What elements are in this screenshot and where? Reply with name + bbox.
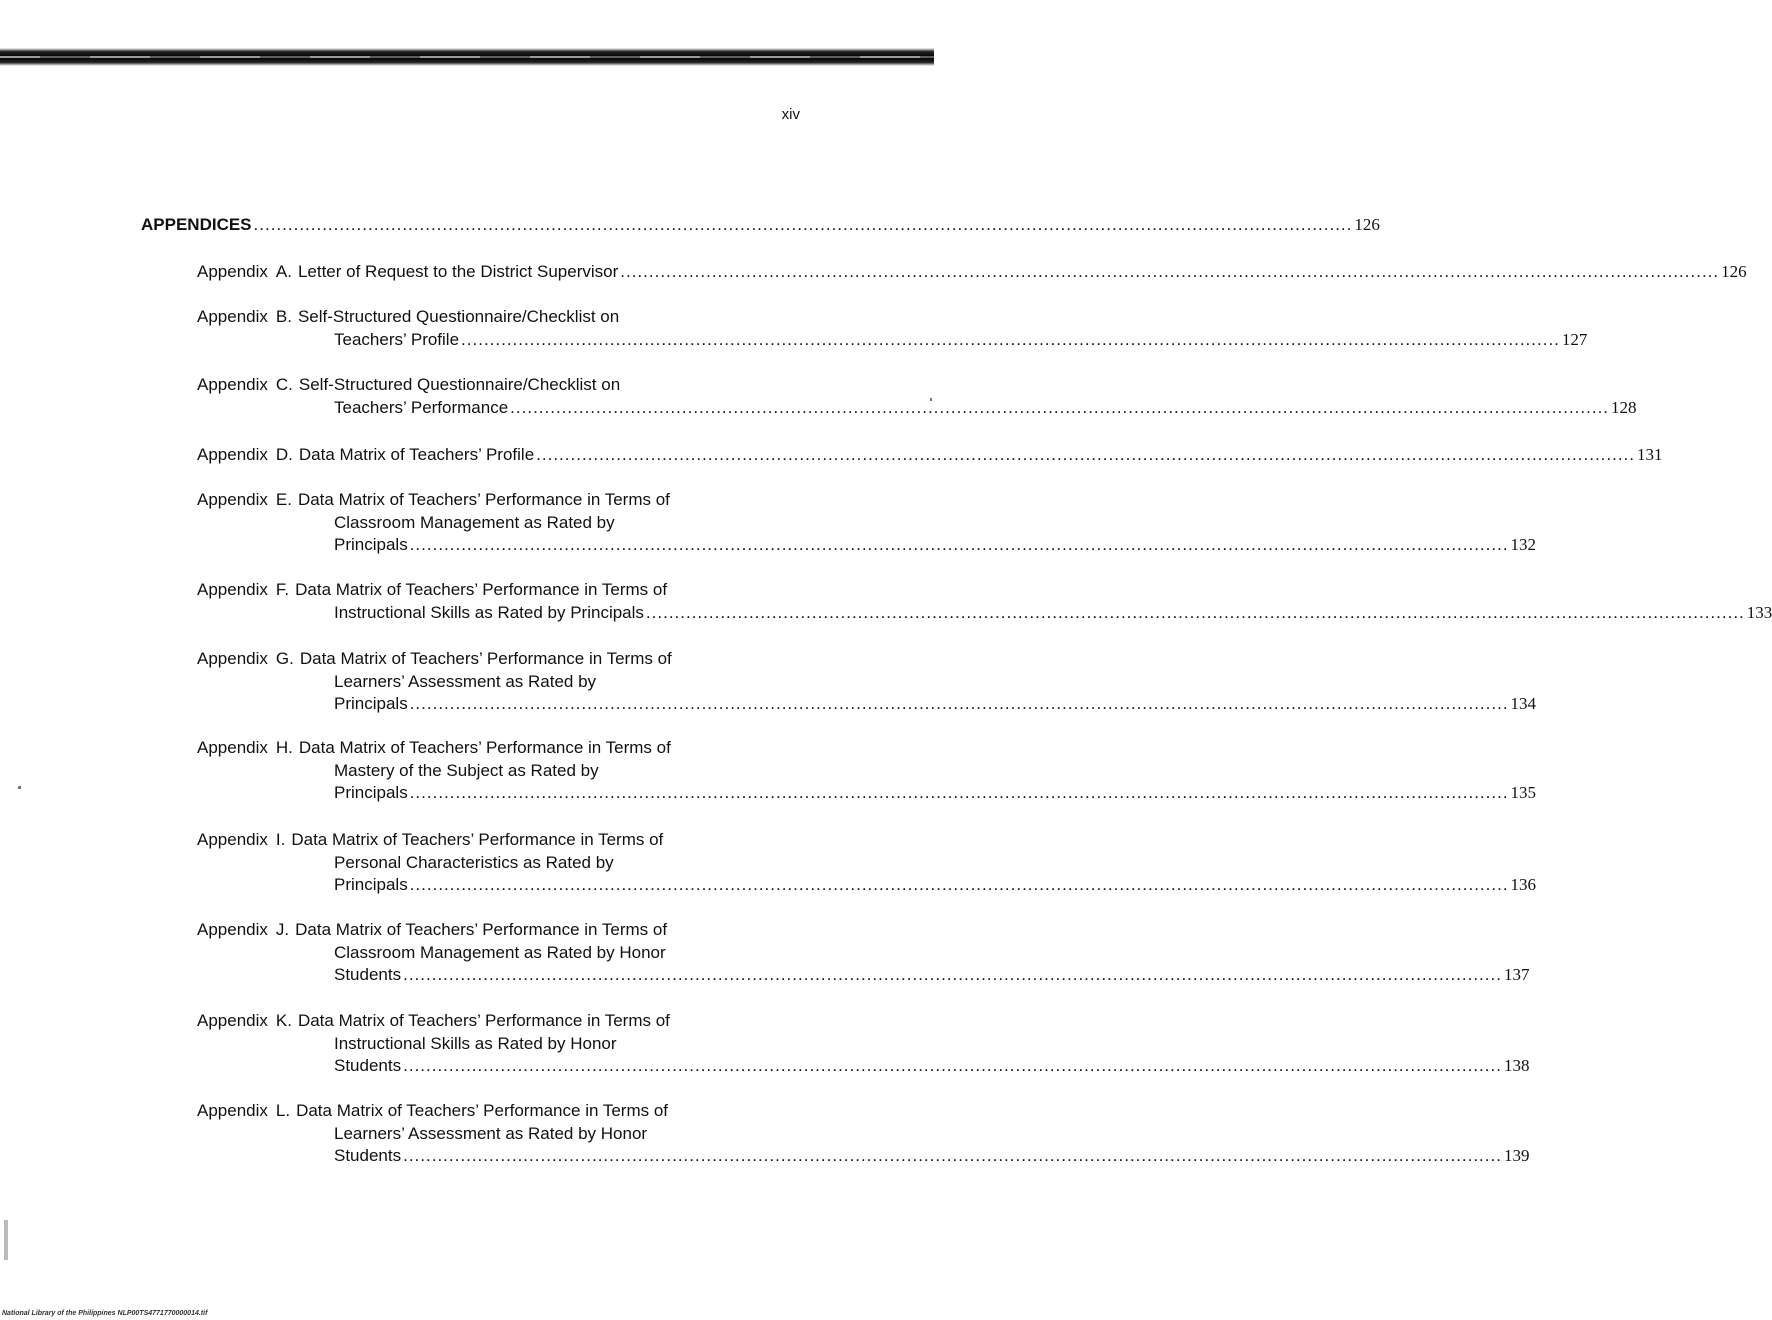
- appendix-title-line: Instructional Skills as Rated by Honor: [334, 1033, 617, 1053]
- scan-speck: [18, 786, 21, 789]
- appendix-entry: [197, 306, 1588, 351]
- appendix-prefix: Appendix: [197, 580, 268, 599]
- appendix-letter: C.: [275, 375, 293, 394]
- appendix-title-line: Self-Structured Questionnaire/Checklist on: [297, 307, 620, 326]
- appendix-entry: [197, 919, 1530, 987]
- appendix-letter: F.: [275, 580, 290, 599]
- leader-dots: [410, 874, 1509, 897]
- leader-dots: [410, 534, 1509, 557]
- toc-heading-label: APPENDICES: [141, 215, 252, 234]
- leader-dots: [410, 693, 1509, 716]
- appendix-letter: K.: [275, 1011, 292, 1030]
- appendix-letter: I.: [275, 830, 286, 849]
- leader-dots: [254, 214, 1353, 236]
- appendix-title-last-line: Principals: [334, 875, 408, 894]
- appendix-title-last-line: Letter of Request to the District Supervisor: [297, 262, 619, 281]
- appendix-letter: B.: [275, 307, 292, 326]
- appendix-title-last-line: Principals: [334, 783, 408, 802]
- leader-dots: [646, 602, 1745, 625]
- leader-dots: [620, 261, 1719, 284]
- appendix-title-line: Data Matrix of Teachers’ Performance in Terms of: [295, 920, 668, 939]
- appendix-title-line: Data Matrix of Teachers’ Performance in Terms of: [291, 830, 664, 849]
- appendix-title-line: Data Matrix of Teachers’ Performance in Terms of: [296, 1101, 669, 1120]
- appendix-entry: [197, 648, 1537, 716]
- appendix-entry: [197, 444, 1663, 467]
- appendix-prefix: Appendix: [197, 1101, 268, 1120]
- appendix-prefix: Appendix: [197, 262, 268, 281]
- appendix-entry: [197, 1010, 1530, 1078]
- appendix-title-line: Data Matrix of Teachers’ Performance in Terms of: [299, 649, 672, 668]
- appendix-entry: [197, 489, 1537, 557]
- appendix-prefix: Appendix: [197, 445, 268, 464]
- appendix-title-last-line: Teachers’ Performance: [334, 397, 509, 417]
- scan-speck: [930, 398, 932, 401]
- appendix-prefix: Appendix: [197, 649, 268, 668]
- appendix-title-last-line: Students: [334, 965, 402, 984]
- appendix-title-line: Self-Structured Questionnaire/Checklist on: [298, 375, 621, 394]
- appendix-page-number: 135: [1510, 783, 1537, 802]
- appendix-page-number: 128: [1611, 397, 1637, 417]
- appendix-title-line: Data Matrix of Teachers’ Performance in Terms of: [297, 490, 670, 509]
- appendix-letter: E.: [275, 490, 292, 509]
- appendix-title-last-line: Teachers’ Profile: [334, 329, 460, 349]
- scan-top-border: [0, 48, 934, 66]
- appendix-title-last-line: Students: [334, 1056, 402, 1075]
- leader-dots: [410, 782, 1509, 805]
- appendix-title-last-line: Principals: [334, 535, 408, 554]
- appendix-entry: [197, 1100, 1530, 1168]
- appendix-prefix: Appendix: [197, 375, 268, 394]
- appendix-letter: H.: [275, 738, 293, 757]
- appendix-page-number: 132: [1510, 535, 1537, 554]
- appendix-page-number: 131: [1637, 445, 1663, 464]
- appendix-letter: A.: [275, 262, 292, 281]
- appendix-prefix: Appendix: [197, 920, 268, 939]
- appendix-page-number: 137: [1503, 965, 1530, 984]
- appendix-title-line: Personal Characteristics as Rated by: [334, 852, 614, 872]
- appendix-entry: [197, 829, 1537, 897]
- leader-dots: [403, 1145, 1502, 1168]
- appendix-title-line: Learners’ Assessment as Rated by Honor: [334, 1123, 648, 1143]
- appendix-entry: [197, 261, 1747, 284]
- appendix-title-line: Mastery of the Subject as Rated by: [334, 760, 599, 780]
- appendix-letter: D.: [275, 445, 293, 464]
- leader-dots: [403, 1055, 1502, 1078]
- appendix-entry: [197, 374, 1637, 419]
- appendix-title-line: Classroom Management as Rated by Honor: [334, 942, 666, 962]
- appendix-entry: [197, 579, 1772, 624]
- appendix-prefix: Appendix: [197, 830, 268, 849]
- appendix-letter: L.: [275, 1101, 291, 1120]
- toc-heading-page: 126: [1354, 215, 1380, 234]
- appendix-title-line: Classroom Management as Rated by: [334, 512, 615, 532]
- appendix-page-number: 139: [1503, 1146, 1530, 1165]
- appendix-page-number: 138: [1503, 1056, 1530, 1075]
- leader-dots: [461, 329, 1560, 352]
- leader-dots: [510, 397, 1609, 420]
- appendix-page-number: 136: [1510, 875, 1537, 894]
- appendix-letter: J.: [275, 920, 290, 939]
- leader-dots: [536, 444, 1635, 467]
- appendix-title-line: Data Matrix of Teachers’ Performance in Terms of: [298, 738, 671, 757]
- appendix-page-number: 133: [1746, 602, 1772, 622]
- appendix-title-last-line: Principals: [334, 694, 408, 713]
- appendix-prefix: Appendix: [197, 738, 268, 757]
- appendix-page-number: 127: [1561, 329, 1588, 349]
- appendix-prefix: Appendix: [197, 490, 268, 509]
- appendix-letter: G.: [275, 649, 294, 668]
- appendix-page-number: 126: [1721, 262, 1747, 281]
- toc-heading-row: [141, 214, 1380, 236]
- appendix-prefix: Appendix: [197, 307, 268, 326]
- appendix-entry: [197, 737, 1537, 805]
- appendix-title-last-line: Instructional Skills as Rated by Principals: [334, 602, 644, 622]
- appendix-title-line: Learners’ Assessment as Rated by: [334, 671, 597, 691]
- scan-smudge: [4, 1220, 8, 1260]
- appendix-prefix: Appendix: [197, 1011, 268, 1030]
- page-number: xiv: [781, 106, 800, 123]
- appendix-title-last-line: Students: [334, 1146, 402, 1165]
- leader-dots: [403, 964, 1502, 987]
- appendix-title-line: Data Matrix of Teachers’ Performance in Terms of: [297, 1011, 670, 1030]
- appendix-title-line: Data Matrix of Teachers’ Performance in Terms of: [295, 580, 668, 599]
- appendix-page-number: 134: [1510, 694, 1537, 713]
- appendix-title-last-line: Data Matrix of Teachers’ Profile: [298, 445, 535, 464]
- scan-footer: National Library of the Philippines NLP00TS4771770000014.tif: [2, 1310, 208, 1317]
